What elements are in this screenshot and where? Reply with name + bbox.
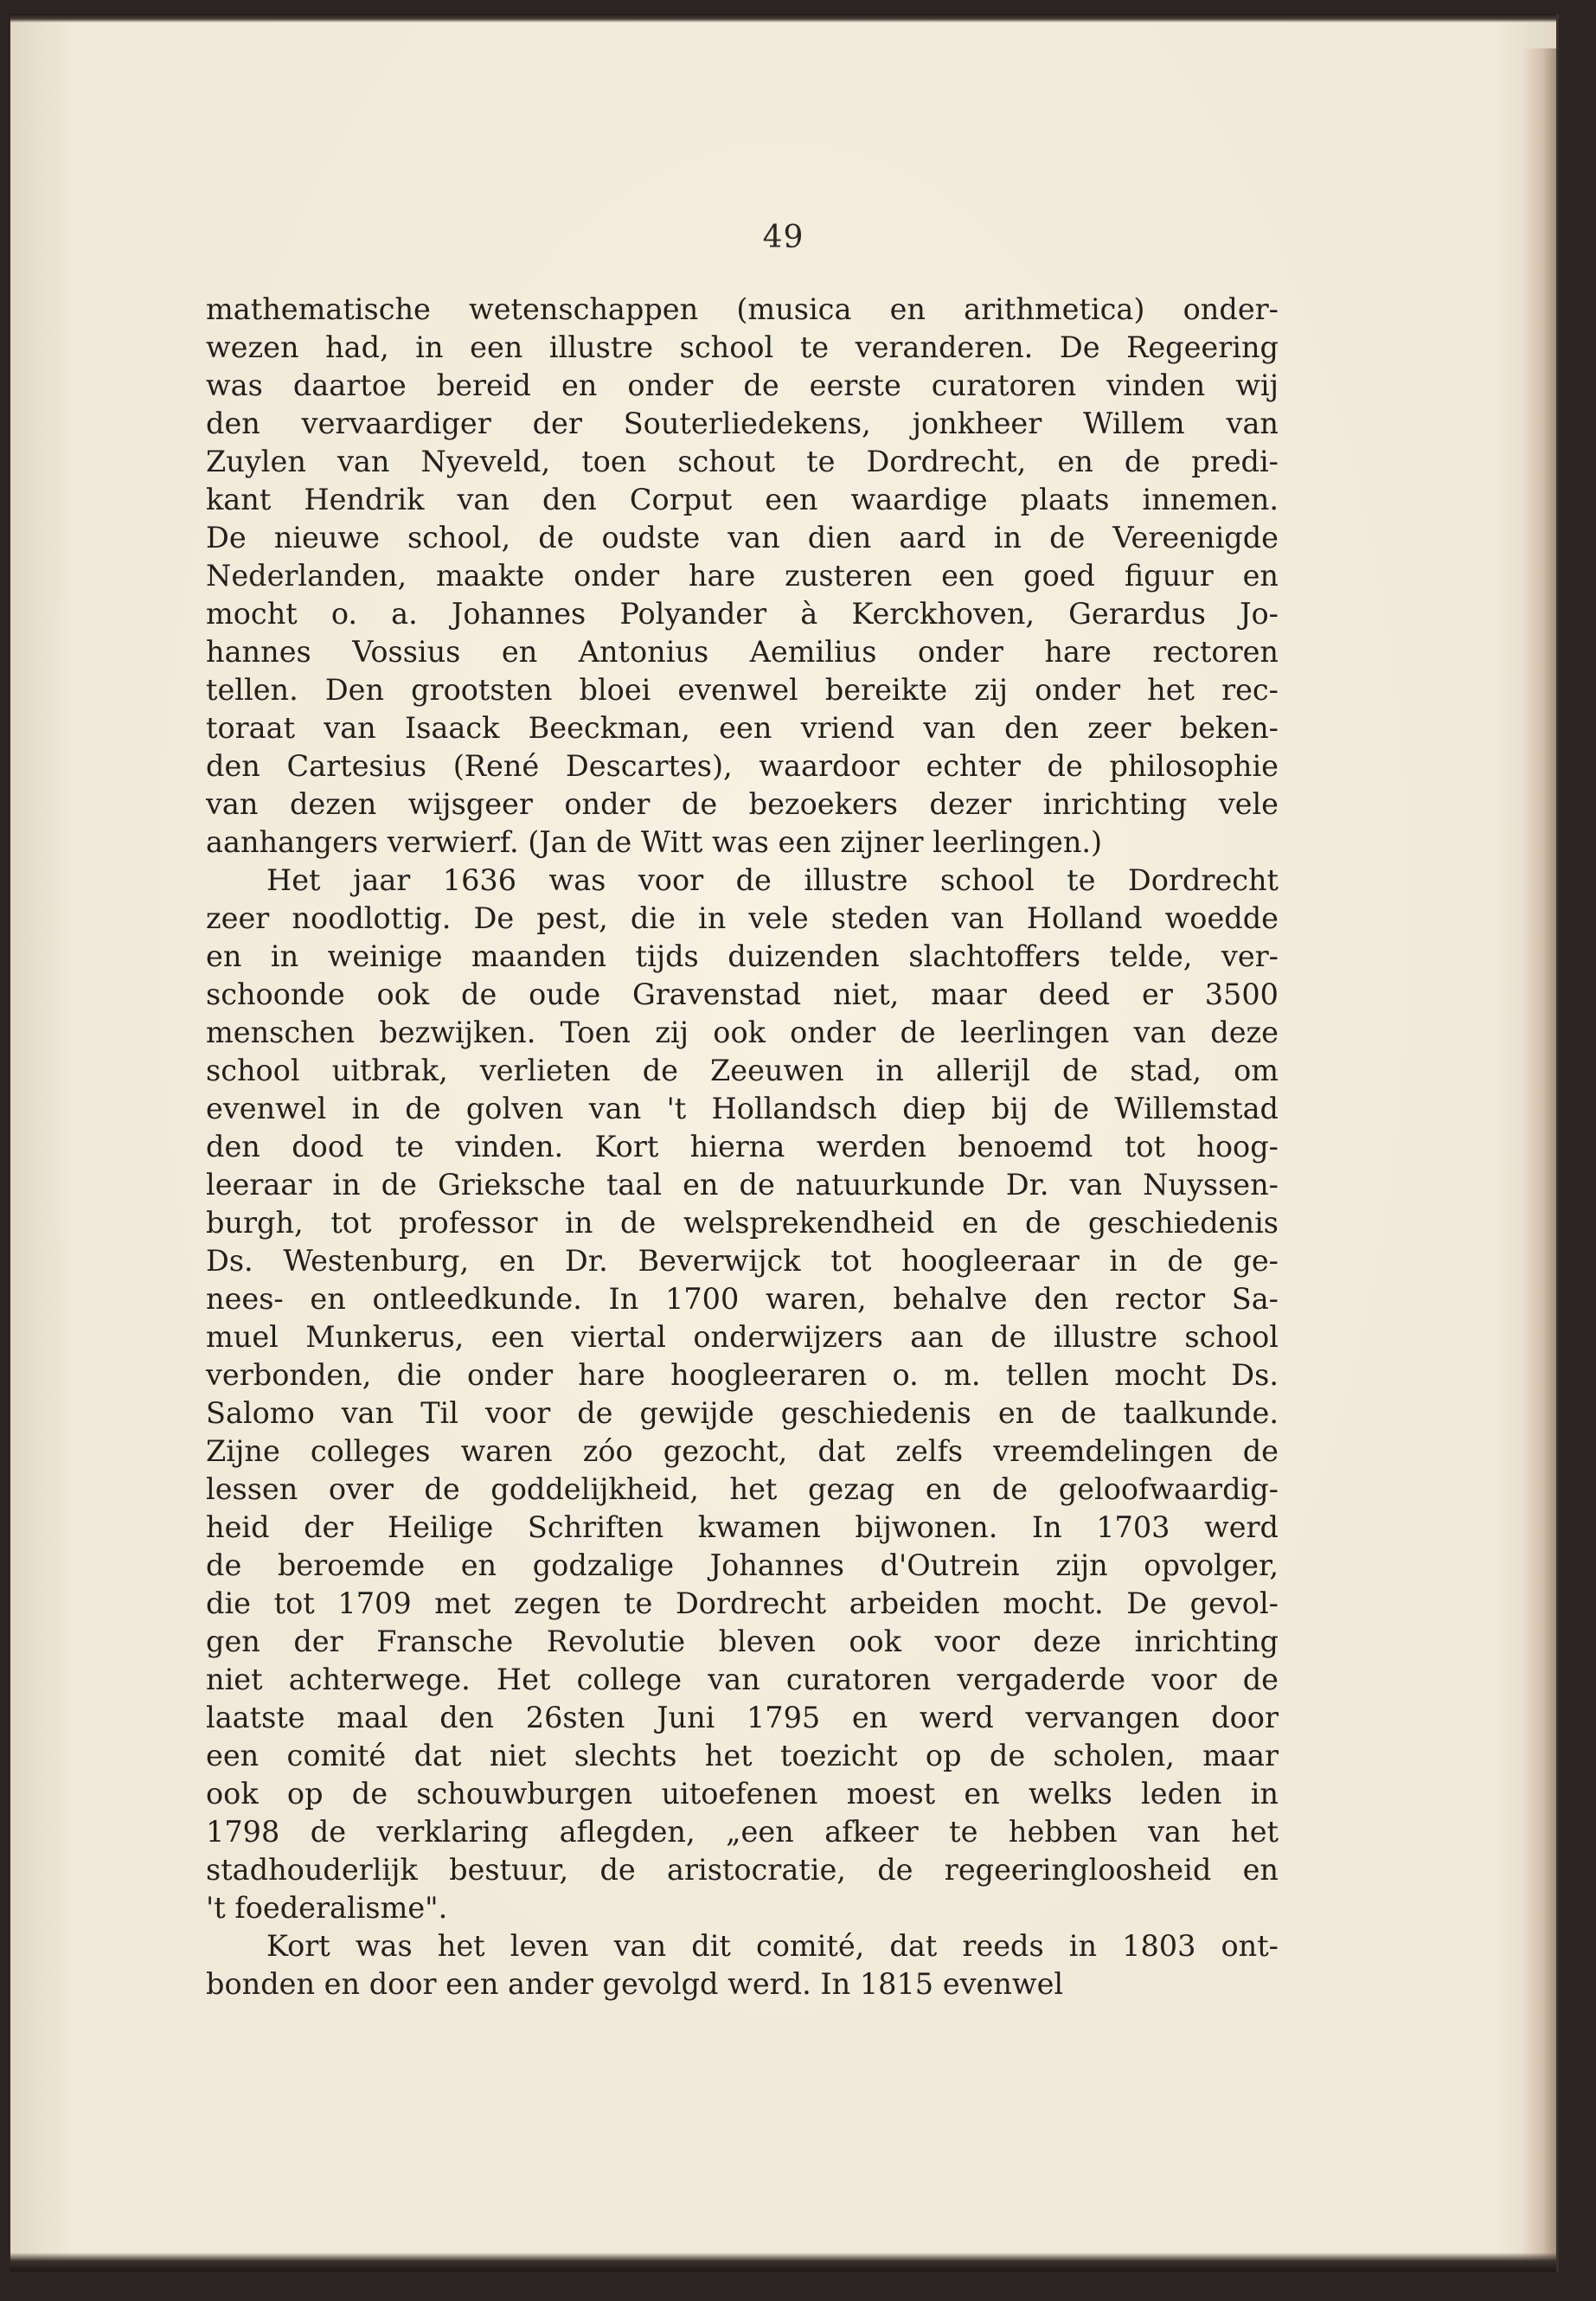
text-line: 1798 de verklaring aflegden, „een afkeer te hebben van het [206,1815,1279,1849]
text-line: van dezen wijsgeer onder de bezoekers dezer inrichting vele [206,787,1279,821]
text-line: Kort was het leven van dit comité, dat reeds in 1803 ont- [266,1929,1279,1963]
text-line: evenwel in de golven van 't Hollandsch diep bij de Willemstad [206,1092,1279,1125]
text-line: niet achterwege. Het college van curatoren vergaderde voor de [206,1663,1279,1696]
text-line: verbonden, die onder hare hoogleeraren o. m. tellen mocht Ds. [206,1358,1279,1392]
paragraph [206,862,1279,1927]
text-line: nees- en ontleedkunde. In 1700 waren, behalve den rector Sa- [206,1282,1279,1316]
text-line: leeraar in de Grieksche taal en de natuurkunde Dr. van Nuyssen- [206,1168,1279,1202]
text-line: gen der Fransche Revolutie bleven ook voor deze inrichting [206,1625,1279,1658]
book-page [10,14,1559,2272]
text-line: was daartoe bereid en onder de eerste curatoren vinden wij [206,369,1279,402]
page-number: 49 [762,220,804,255]
text-line: aanhangers verwierf. (Jan de Witt was een zijner leerlingen.) [206,825,1103,859]
text-line: menschen bezwijken. Toen zij ook onder de leerlingen van deze [206,1016,1279,1049]
text-line: ook op de schouwburgen uitoefenen moest en welks leden in [206,1777,1279,1811]
page-right-edge [1522,48,1556,2263]
text-line: een comité dat niet slechts het toezicht op de scholen, maar [206,1739,1279,1772]
page-top-edge [10,14,1556,22]
text-line: 't foederalisme". [206,1891,448,1925]
text-line: den dood te vinden. Kort hierna werden benoemd tot hoog- [206,1130,1279,1163]
text-line: laatste maal den 26sten Juni 1795 en werd vervangen door [206,1701,1279,1734]
page-bottom-edge [10,2253,1556,2272]
text-line: toraat van Isaack Beeckman, een vriend van den zeer beken- [206,711,1279,745]
paragraph [206,291,1279,862]
text-line: De nieuwe school, de oudste van dien aard in de Vereenigde [206,521,1279,554]
text-line: schoonde ook de oude Gravenstad niet, maar deed er 3500 [206,977,1279,1011]
paragraph [206,1927,1279,2003]
text-line: den vervaardiger der Souterliedekens, jonkheer Willem van [206,407,1279,440]
text-line: Nederlanden, maakte onder hare zusteren een goed figuur en [206,559,1279,593]
text-line: Zijne colleges waren zóo gezocht, dat zelfs vreemdelingen de [206,1434,1279,1468]
text-line: bonden en door een ander gevolgd werd. In 1815 evenwel [206,1967,1064,2001]
text-line: Het jaar 1636 was voor de illustre school te Dordrecht [266,863,1279,897]
text-line: den Cartesius (René Descartes), waardoor echter de philosophie [206,749,1279,783]
text-line: wezen had, in een illustre school te veranderen. De Regeering [206,330,1279,364]
text-line: stadhouderlijk bestuur, de aristocratie, de regeeringloosheid en [206,1853,1279,1887]
text-line: mocht o. a. Johannes Polyander à Kerckhoven, Gerardus Jo- [206,597,1279,631]
text-line: muel Munkerus, een viertal onderwijzers aan de illustre school [206,1320,1279,1354]
text-line: en in weinige maanden tijds duizenden slachtoffers telde, ver- [206,939,1279,973]
text-line: Zuylen van Nyeveld, toen schout te Dordrecht, en de predi- [206,445,1279,478]
text-line: zeer noodlottig. De pest, die in vele steden van Holland woedde [206,901,1279,935]
text-line: mathematische wetenschappen (musica en arithmetica) onder- [206,292,1279,326]
text-line: hannes Vossius en Antonius Aemilius onder hare rectoren [206,635,1279,669]
text-line: tellen. Den grootsten bloei evenwel bereikte zij onder het rec- [206,673,1279,707]
text-line: die tot 1709 met zegen te Dordrecht arbeiden mocht. De gevol- [206,1586,1279,1620]
text-line: de beroemde en godzalige Johannes d'Outrein zijn opvolger, [206,1548,1279,1582]
text-line: burgh, tot professor in de welsprekendheid en de geschiedenis [206,1206,1279,1240]
text-line: Salomo van Til voor de gewijde geschiedenis en de taalkunde. [206,1396,1279,1430]
text-line: Ds. Westenburg, en Dr. Beverwijck tot hoogleeraar in de ge- [206,1244,1279,1278]
text-line: heid der Heilige Schriften kwamen bijwonen. In 1703 werd [206,1510,1279,1544]
text-line: kant Hendrik van den Corput een waardige plaats innemen. [206,483,1279,516]
text-line: school uitbrak, verlieten de Zeeuwen in allerijl de stad, om [206,1054,1279,1087]
body-text [206,291,1279,2003]
text-line: lessen over de goddelijkheid, het gezag en de geloofwaardig- [206,1472,1279,1506]
